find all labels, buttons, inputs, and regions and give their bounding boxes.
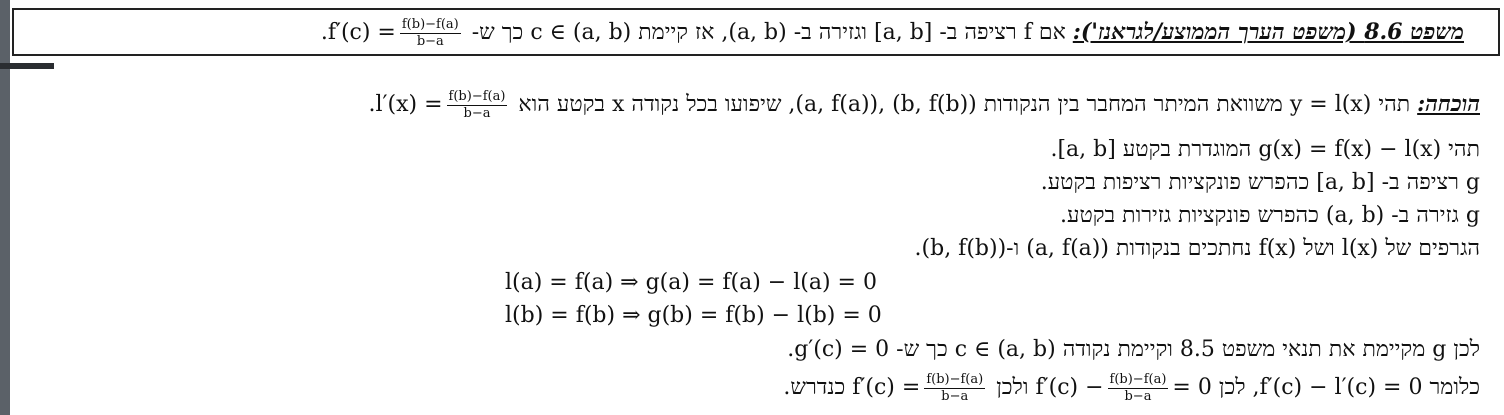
equation-1: l(a) = f(a) ⇒ g(a) = f(a) − l(a) = 0 [505,270,877,295]
proof-text: , לכן [1218,375,1260,401]
proof-text: . [1050,137,1058,162]
proof-text: משוואת המיתר המחבר בין הנקודות [983,92,1283,118]
left-edge-mark [0,63,54,69]
math-inline: g′(c) = 0 [794,337,890,362]
fraction [447,90,508,120]
math-inline: c ∈ (a, b) [530,20,632,46]
math-inline: (a, b) [728,20,787,46]
math-lhs: l′(x) = [375,92,443,118]
proof-text: כלומר [1429,375,1480,401]
fraction [400,18,461,48]
proof-text: כנדרש. [783,375,846,401]
proof-text: כהפרש פונקציות גזירות בקטע. [1060,203,1319,228]
math-inline: (a, f(a)), (b, f(b)) [795,92,977,118]
theorem-text: כך ש- [471,20,524,46]
fraction [1108,373,1169,403]
theorem-text: אם f רציפה ב- [939,20,1066,46]
proof-text: ושל [1303,236,1335,261]
math-inline: f′(c) − l′(c) = 0 [1259,375,1423,401]
proof-text: ו- [1006,236,1020,261]
math-inline: g [1465,170,1480,195]
proof-text: רציפה ב- [1381,170,1459,195]
theorem-text: , אז קיימת [638,20,729,46]
math-lhs: f′(c) = [327,20,396,46]
proof-line-2 [1050,137,1480,162]
proof-label: הוכחה: [1417,91,1480,118]
theorem-text: וגזירה ב- [793,20,868,46]
proof-text: , שיפועו בכל נקודה x בקטע הוא [518,92,796,118]
fraction-denominator: b−a [941,388,969,404]
theorem-text: . [320,20,328,46]
math-inline: (b, f(b)) [921,236,1007,261]
proof-text: . [368,92,376,118]
proof-text: לכן g מקיימת את תנאי משפט 8.5 וקיימת נקודה [1062,337,1480,362]
fraction-numerator: f(b)−f(a) [1109,372,1167,387]
proof-text: כהפרש פונקציות רציפות בקטע. [1040,170,1310,195]
math-inline: [a, b] [1316,170,1375,195]
fraction-numerator: f(b)−f(a) [401,17,459,32]
slope-formula [376,90,512,120]
difference-formula [1035,373,1211,403]
fraction-denominator: b−a [1124,388,1152,404]
conclusion-formula [852,373,989,403]
math-inline: g [1465,203,1480,228]
proof-text: תהי [1448,137,1480,162]
math-inline: (a, b) [1325,203,1385,228]
math-lhs: f′(c) = [852,375,921,401]
proof-line-6 [787,337,1480,362]
proof-text: כך ש- [896,337,948,362]
fraction-denominator: b−a [463,105,491,121]
proof-line-4 [1060,203,1480,228]
proof-text: נחתכים בנקודות [1115,236,1252,261]
math-rhs: = 0 [1172,375,1212,401]
proof-text: המוגדרת בקטע [1122,137,1252,162]
fraction-numerator: f(b)−f(a) [926,372,984,387]
fraction-numerator: f(b)−f(a) [448,89,506,104]
math-inline: l(x) [1341,236,1379,261]
proof-text: גזירה ב- [1391,203,1459,228]
math-lhs: f′(c) − [1035,375,1104,401]
theorem-title: משפט 8.6 (משפט הערך הממוצע/לגראנז'): [1072,19,1464,46]
math-inline: c ∈ (a, b) [954,337,1056,362]
math-inline: (a, f(a)) [1026,236,1109,261]
proof-line-1 [369,90,1480,120]
proof-text: תהי [1378,92,1411,118]
proof-text: הגרפים של [1385,236,1480,261]
math-inline: g(x) = f(x) − l(x) [1258,137,1442,162]
math-inline: [a, b] [1057,137,1116,162]
proof-line-5 [915,236,1480,261]
proof-text: . [914,236,922,261]
math-inline: f(x) [1258,236,1297,261]
equation-2: l(b) = f(b) ⇒ g(b) = f(b) − l(b) = 0 [505,303,882,328]
math-inline: y = l(x) [1289,92,1372,118]
theorem-formula [328,18,465,48]
theorem-statement [321,18,1464,48]
proof-text: ולכן [996,375,1029,401]
fraction-denominator: b−a [416,33,444,49]
proof-text: . [787,337,795,362]
fraction [924,373,985,403]
proof-line-3 [1041,170,1480,195]
proof-line-7 [783,373,1480,403]
math-inline: [a, b] [874,20,933,46]
